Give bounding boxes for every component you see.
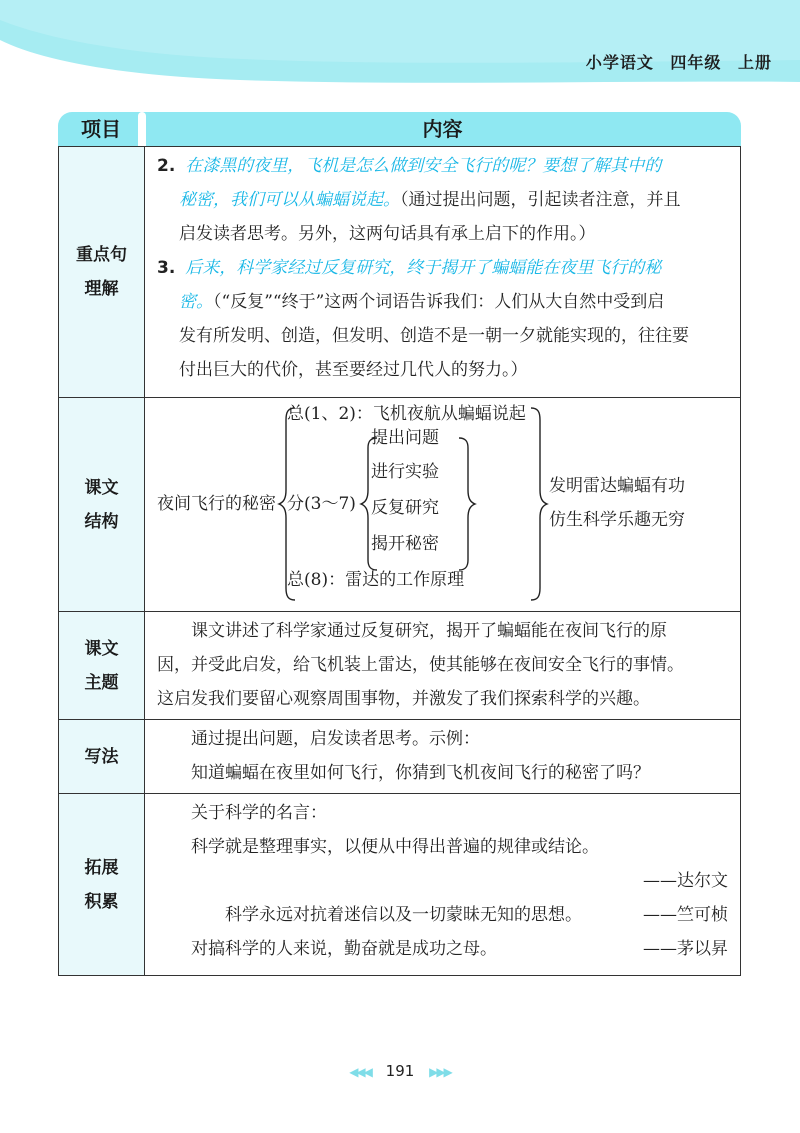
quote-author: ——达尔文 bbox=[643, 871, 728, 891]
row-label bbox=[59, 794, 145, 975]
item-number: 2. bbox=[157, 156, 176, 176]
row-label bbox=[59, 612, 145, 719]
annotation-text: （通过提出问题，引起读者注意，并且 bbox=[400, 190, 681, 210]
next-arrows-icon: ▶▶▶ bbox=[429, 1065, 451, 1079]
row-content bbox=[145, 794, 740, 975]
quote-line: 对搞科学的人来说，勤奋就是成功之母。 bbox=[191, 939, 497, 959]
annotation-text: （“反复”“终于”这两个词语告诉我们：人们从大自然中受到启 bbox=[213, 292, 665, 312]
row-label-line: 写法 bbox=[84, 746, 119, 767]
quote-author: ——竺可桢 bbox=[643, 905, 728, 925]
highlight-quote: 秘密，我们可以从蝙蝠说起。 bbox=[179, 190, 400, 210]
structure-diagram bbox=[145, 398, 740, 611]
paragraph-line: 课文讲述了科学家通过反复研究，揭开了蝙蝠能在夜间飞行的原 bbox=[191, 621, 667, 641]
row-label-line: 课文 bbox=[84, 477, 119, 498]
diagram-result: 发明雷达蝙蝠有功 bbox=[549, 476, 685, 496]
quote-line: 科学永远对抗着迷信以及一切蒙昧无知的思想。 bbox=[225, 905, 582, 925]
diagram-step: 揭开秘密 bbox=[371, 534, 439, 554]
diagram-part: 总(8)：雷达的工作原理 bbox=[287, 570, 465, 590]
diagram-result: 仿生科学乐趣无穷 bbox=[549, 510, 685, 530]
paragraph-line: 通过提出问题，启发读者思考。示例： bbox=[191, 729, 480, 749]
diagram-step: 进行实验 bbox=[371, 462, 439, 482]
paragraph-line: 因，并受此启发，给飞机装上雷达，使其能够在夜间安全飞行的事情。 bbox=[157, 655, 684, 675]
row-label-line: 课文 bbox=[84, 638, 119, 659]
prev-arrows-icon: ◀◀◀ bbox=[349, 1065, 371, 1079]
table-row-extension bbox=[58, 794, 741, 976]
header-wave bbox=[0, 0, 800, 90]
example-line: 知道蝙蝠在夜里如何飞行，你猜到飞机夜间飞行的秘密了吗？ bbox=[191, 763, 650, 783]
quote-author: ——茅以昇 bbox=[643, 939, 728, 959]
table-header bbox=[58, 112, 741, 146]
table-row-structure bbox=[58, 398, 741, 612]
annotation-text: 付出巨大的代价，甚至要经过几代人的努力。） bbox=[179, 360, 528, 380]
row-label bbox=[59, 720, 145, 793]
header-divider bbox=[138, 112, 146, 146]
table-row-theme bbox=[58, 612, 741, 720]
content-table bbox=[58, 112, 741, 976]
page-number: 191 bbox=[385, 1062, 415, 1080]
diagram-step: 提出问题 bbox=[371, 428, 439, 448]
column-header-item: 项目 bbox=[58, 112, 144, 146]
highlight-quote: 在漆黑的夜里，飞机是怎么做到安全飞行的呢？要想了解其中的 bbox=[185, 156, 662, 176]
table-row-key-sentences bbox=[58, 146, 741, 398]
row-label-line: 拓展 bbox=[84, 857, 119, 878]
row-label-line: 积累 bbox=[84, 891, 119, 912]
highlight-quote: 后来，科学家经过反复研究，终于揭开了蝙蝠能在夜里飞行的秘 bbox=[185, 258, 662, 278]
diagram-root: 夜间飞行的秘密 bbox=[157, 494, 276, 514]
paragraph-line: 关于科学的名言： bbox=[191, 803, 327, 823]
annotation-text: 启发读者思考。另外，这两句话具有承上启下的作用。） bbox=[179, 224, 596, 244]
row-content bbox=[145, 720, 740, 793]
highlight-quote: 密。 bbox=[179, 292, 213, 312]
paragraph-line: 这启发我们要留心观察周围事物，并激发了我们探索科学的兴趣。 bbox=[157, 689, 650, 709]
row-label-line: 重点句 bbox=[76, 245, 127, 265]
diagram-part: 分(3～7) bbox=[287, 494, 356, 514]
diagram-part: 总(1、2)：飞机夜航从蝙蝠说起 bbox=[287, 404, 526, 424]
row-label bbox=[59, 147, 145, 397]
row-label-line: 主题 bbox=[84, 672, 119, 693]
row-label bbox=[59, 398, 145, 611]
page-footer bbox=[0, 1062, 800, 1080]
column-header-content: 内容 bbox=[144, 112, 741, 146]
row-label-line: 结构 bbox=[84, 511, 119, 532]
row-content bbox=[145, 147, 740, 397]
annotation-text: 发有所发明、创造，但发明、创造不是一朝一夕就能实现的，往往要 bbox=[179, 326, 689, 346]
row-content bbox=[145, 612, 740, 719]
book-title: 小学语文 四年级 上册 bbox=[585, 53, 772, 72]
diagram-step: 反复研究 bbox=[371, 498, 439, 518]
row-label-line: 理解 bbox=[84, 279, 119, 299]
quote-line: 科学就是整理事实，以便从中得出普遍的规律或结论。 bbox=[191, 837, 599, 857]
table-row-writing bbox=[58, 720, 741, 794]
item-number: 3. bbox=[157, 258, 176, 278]
